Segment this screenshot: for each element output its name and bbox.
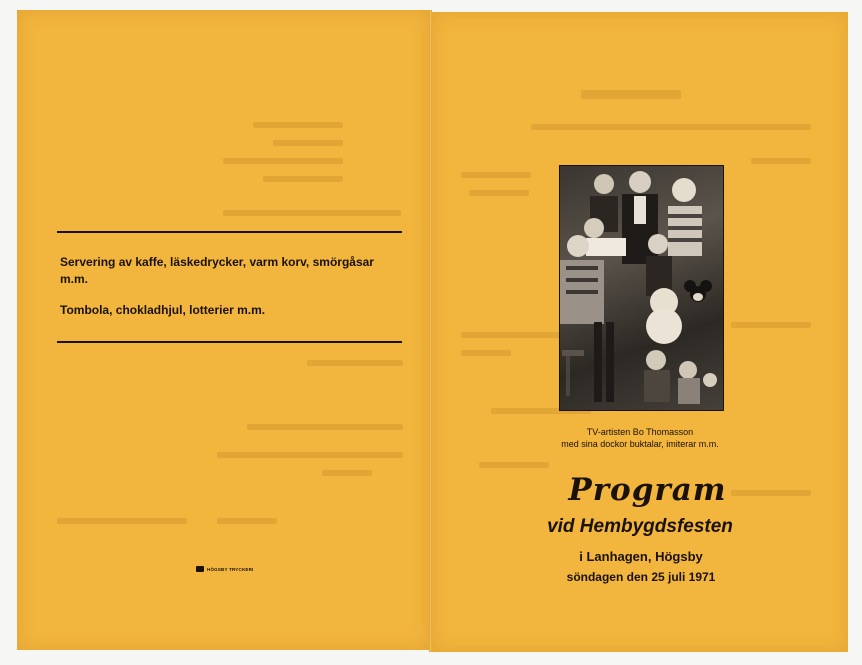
show-through [731,322,811,328]
show-through [217,452,403,458]
show-through [751,158,811,164]
program-title: Program [568,472,727,508]
photo-caption-line-1: TV-artisten Bo Thomasson [586,427,694,437]
show-through [223,158,343,164]
event-place: i Lanhagen, Högsby [579,549,703,564]
show-through [263,176,343,182]
games-text: Tombola, chokladhjul, lotterier m.m. [60,303,266,317]
left-page [17,10,429,650]
show-through [479,462,549,468]
show-through [731,490,811,496]
event-date: söndagen den 25 juli 1971 [566,570,716,584]
ventriloquist-photo [559,165,724,411]
show-through [307,360,403,366]
printer-logo-icon [196,566,204,572]
event-subtitle: vid Hembygdsfesten [547,516,733,537]
printer-mark [196,566,254,572]
show-through [57,518,187,524]
photo-caption-line-2: med sina dockor buktalar, imiterar m.m. [561,439,719,449]
center-fold [429,10,432,652]
show-through [469,190,529,196]
show-through [223,210,401,216]
show-through [581,90,681,99]
show-through [253,122,343,128]
show-through [322,470,372,476]
refreshments-text: Servering av kaffe, läskedrycker, varm korv, smörgåsar m.m. [60,255,374,286]
show-through [273,140,343,146]
printer-name: HÖGSBY TRYCKERI [207,566,254,572]
show-through [461,172,531,178]
show-through [531,124,811,130]
show-through [217,518,277,524]
show-through [247,424,403,430]
show-through [461,350,511,356]
box-rule-top [57,231,402,233]
box-rule-bottom [57,341,402,343]
photo-illustration [560,166,723,410]
